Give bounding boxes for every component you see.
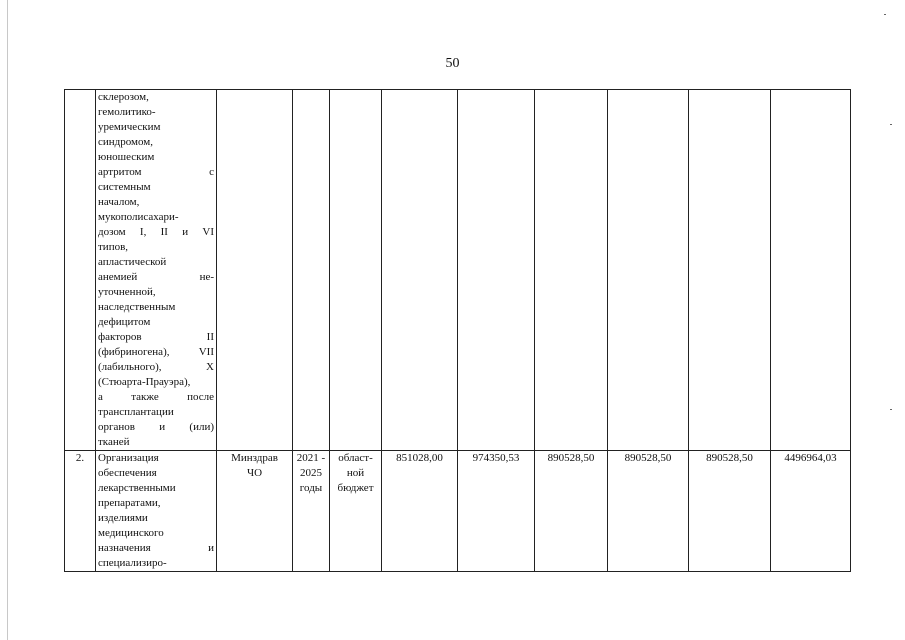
- value-cell: 851028,00: [382, 451, 458, 572]
- value-cell: 890528,50: [689, 451, 771, 572]
- description-line: медицинского: [98, 527, 164, 539]
- value-cell: [689, 90, 771, 451]
- row-number-cell: [65, 90, 96, 451]
- description-line: дефицитом: [98, 316, 151, 328]
- description-line: апластической: [98, 256, 167, 268]
- description-line: изделиями: [98, 512, 148, 524]
- description-line: началом,: [98, 196, 140, 208]
- description-line: типов,: [98, 241, 129, 253]
- source-line: ной: [346, 467, 365, 479]
- description-cell: [96, 451, 217, 572]
- description-line: факторов II: [98, 331, 214, 343]
- description-line: Организация: [98, 452, 159, 464]
- value-cell: 974350,53: [458, 451, 535, 572]
- description-line: а также после: [98, 391, 214, 403]
- description-line: артритом с: [98, 166, 214, 178]
- description-line: уремическим: [98, 121, 161, 133]
- scan-speck: [884, 14, 886, 15]
- value-cell: [382, 90, 458, 451]
- description-cell: [96, 90, 217, 451]
- description-line: препаратами,: [98, 497, 161, 509]
- source-cell: [330, 90, 382, 451]
- total-cell: 4496964,03: [771, 451, 851, 572]
- value-cell: [458, 90, 535, 451]
- period-line: годы: [299, 482, 323, 494]
- executor-cell: [217, 451, 293, 572]
- executor-line: Минздрав: [231, 452, 278, 464]
- description-line: гемолитико-: [98, 106, 156, 118]
- period-cell: [293, 451, 330, 572]
- scan-speck: [890, 409, 892, 410]
- period-line: 2021 -: [296, 452, 326, 464]
- description-line: органов и (или): [98, 421, 214, 433]
- row-number-cell: 2.: [65, 451, 96, 572]
- description-line: тканей: [98, 436, 130, 448]
- description-line: лекарственными: [98, 482, 176, 494]
- value-cell: [608, 90, 689, 451]
- description-line: наследственным: [98, 301, 176, 313]
- page-left-edge: [7, 0, 8, 640]
- value-cell: [535, 90, 608, 451]
- description-line: трансплантации: [98, 406, 174, 418]
- description-line: (Стюарта-Прауэра),: [98, 376, 191, 388]
- description-line: (лабильного), X: [98, 361, 214, 373]
- executor-line: ЧО: [246, 467, 263, 479]
- value-cell: 890528,50: [535, 451, 608, 572]
- description-line: синдромом,: [98, 136, 154, 148]
- period-line: 2025: [300, 467, 322, 479]
- source-line: бюджет: [337, 482, 374, 494]
- budget-table: [64, 89, 851, 572]
- description-line: системным: [98, 181, 151, 193]
- description-line: анемией не-: [98, 271, 214, 283]
- description-line: специализиро-: [98, 557, 167, 569]
- description-line: склерозом,: [98, 91, 149, 103]
- description-line: назначения и: [98, 542, 214, 554]
- description-line: мукополисахари-: [98, 211, 179, 223]
- table-row: [65, 90, 851, 451]
- description-line: юношеским: [98, 151, 155, 163]
- page-number: 50: [445, 56, 460, 71]
- period-cell: [293, 90, 330, 451]
- description-line: обеспечения: [98, 467, 157, 479]
- scan-speck: [890, 124, 892, 125]
- description-line: (фибриногена), VII: [98, 346, 214, 358]
- value-cell: 890528,50: [608, 451, 689, 572]
- source-line: област-: [338, 452, 373, 464]
- executor-cell: [217, 90, 293, 451]
- description-line: дозом I, II и VI: [98, 226, 214, 238]
- source-cell: [330, 451, 382, 572]
- table-row: [65, 451, 851, 572]
- description-line: уточненной,: [98, 286, 156, 298]
- value-cell: [771, 90, 851, 451]
